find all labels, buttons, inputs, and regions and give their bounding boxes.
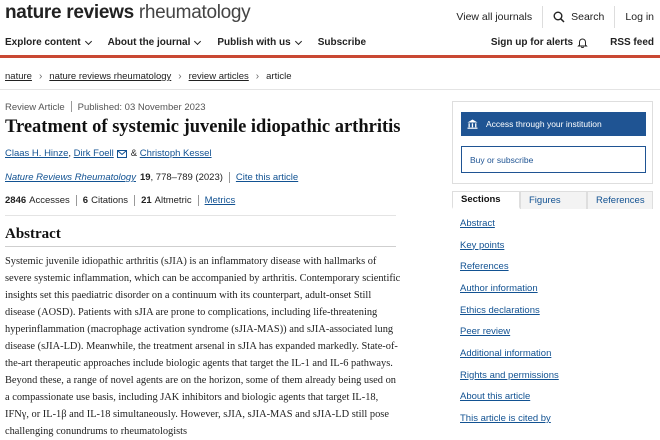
divider	[76, 195, 77, 206]
abstract-text: Systemic juvenile idiopathic arthritis (sJIA) is an inflammatory disease with hallmarks of severe systemic inflammation, which can be accompanied by arthritis. Contemporary scientific insights set this paediatric disorder on a continuum with its counterpart, adult-onset Still disease (AOSD). Patients with sJIA are prone to complications, including life-threatening hyperinflammation (macrophage activation syndrome (sJIA-MAS)) and sJIA-associated lung disease (sJIA-LD). Meanwhile, the treatment arsenal in sJIA has expanded markedly. State-of-the-art therapeutic approaches include biologic agents that target the IL-1 and IL-6 pathways. Beyond these, a range of novel agents are on the horizon, some of them already being used on a compassionate use basis, including JAK inhibitors and biologic agents that target IL-18, IFNγ, or IL-1β and IL-18 simultaneously. However, sJIA, sJIA-MAS and sJIA-LD still pose challenging conundrums to rheumatologists	[5, 256, 401, 437]
access-institution-button[interactable]	[461, 112, 646, 136]
abstract-heading: Abstract	[5, 226, 61, 242]
main-nav	[0, 28, 660, 58]
top-bar	[0, 0, 660, 28]
divider	[5, 215, 396, 216]
tab-figures[interactable]: Figures	[520, 191, 587, 209]
section-link-ethics[interactable]: Ethics declarations	[460, 304, 540, 316]
divider	[0, 89, 660, 90]
chevron-down-icon	[85, 37, 92, 44]
search-label: Search	[571, 11, 605, 23]
breadcrumb-current: article	[266, 71, 292, 82]
citations-count: 6	[82, 195, 89, 206]
article-meta	[5, 101, 205, 113]
altmetric-label: Altmetric	[154, 195, 192, 206]
nav-about-label: About the journal	[107, 37, 191, 48]
search-button[interactable]	[553, 11, 604, 23]
logo-bold-text: nature reviews	[5, 2, 134, 23]
section-link-additional-info[interactable]: Additional information	[460, 348, 552, 359]
citations-label: Citations	[91, 195, 129, 206]
journal-logo[interactable]	[5, 2, 250, 24]
author-list	[5, 148, 212, 159]
divider	[71, 101, 72, 112]
pages: , 778–789 (2023)	[150, 172, 223, 183]
chevron-down-icon	[295, 37, 302, 44]
tab-references[interactable]: References	[587, 191, 653, 209]
alerts-label: Sign up for alerts	[490, 37, 574, 48]
breadcrumb	[5, 71, 291, 82]
article-title: Treatment of systemic juvenile idiopathic arthritis	[5, 117, 401, 137]
author-and: &	[130, 148, 138, 159]
section-link-key-points[interactable]: Key points	[460, 239, 505, 251]
chevron-down-icon	[194, 37, 201, 44]
altmetric-count: 21	[141, 195, 152, 206]
journal-link[interactable]: Nature Reviews Rheumatology	[5, 172, 136, 183]
divider	[134, 195, 135, 206]
article-type: Review Article	[5, 102, 65, 113]
login-link[interactable]: Log in	[625, 11, 654, 23]
divider	[614, 6, 615, 28]
author-link[interactable]: Claas H. Hinze	[5, 148, 69, 159]
nav-publish-with-us[interactable]	[217, 37, 300, 48]
chevron-right-icon: ›	[255, 71, 260, 82]
section-link-peer-review[interactable]: Peer review	[460, 326, 511, 337]
access-box	[452, 101, 653, 184]
sign-up-alerts-button[interactable]	[491, 37, 588, 48]
chevron-right-icon: ›	[38, 71, 43, 82]
nav-explore-label: Explore content	[5, 37, 81, 48]
access-institution-label: Access through your institution	[486, 119, 602, 129]
nav-subscribe[interactable]: Subscribe	[317, 37, 367, 48]
divider	[542, 6, 543, 28]
section-link-author-information[interactable]: Author information	[460, 283, 538, 294]
author-link[interactable]: Christoph Kessel	[139, 148, 212, 159]
section-link-about-article[interactable]: About this article	[460, 391, 531, 402]
volume: 19	[139, 172, 151, 183]
author-link[interactable]: Dirk Foell	[73, 148, 114, 159]
bell-icon	[577, 37, 588, 48]
search-icon	[553, 11, 565, 23]
breadcrumb-review-articles[interactable]: review articles	[188, 71, 249, 82]
email-icon[interactable]	[117, 150, 127, 158]
accesses-label: Accesses	[29, 195, 70, 206]
section-link-rights[interactable]: Rights and permissions	[460, 369, 559, 381]
metrics-link[interactable]: Metrics	[204, 195, 236, 206]
tab-sections[interactable]: Sections	[452, 191, 520, 209]
author-separator: ,	[68, 148, 71, 159]
buy-or-subscribe-button[interactable]: Buy or subscribe	[461, 146, 646, 173]
published-date: Published: 03 November 2023	[77, 102, 206, 113]
citation-line	[5, 172, 298, 183]
breadcrumb-nature[interactable]: nature	[5, 71, 32, 82]
section-link-abstract[interactable]: Abstract	[460, 218, 495, 229]
accesses-count: 2846	[5, 195, 27, 206]
logo-light-text: rheumatology	[138, 2, 251, 23]
sidebar-tabs	[452, 191, 653, 209]
nav-publish-label: Publish with us	[217, 37, 291, 48]
metrics-bar	[5, 195, 235, 206]
section-link-references[interactable]: References	[460, 261, 509, 272]
institution-icon	[467, 119, 478, 129]
divider	[229, 172, 230, 183]
top-links	[446, 6, 654, 28]
breadcrumb-journal[interactable]: nature reviews rheumatology	[49, 71, 172, 82]
chevron-right-icon: ›	[178, 71, 182, 82]
nav-about-journal[interactable]	[108, 37, 201, 48]
nav-explore-content[interactable]	[5, 37, 91, 48]
cite-this-article-link[interactable]: Cite this article	[235, 172, 299, 183]
divider	[5, 246, 396, 247]
divider	[198, 195, 199, 206]
rss-feed-link[interactable]: RSS feed	[610, 37, 654, 48]
view-all-journals-link[interactable]: View all journals	[456, 11, 533, 23]
section-link-cited-by[interactable]: This article is cited by	[460, 413, 551, 424]
